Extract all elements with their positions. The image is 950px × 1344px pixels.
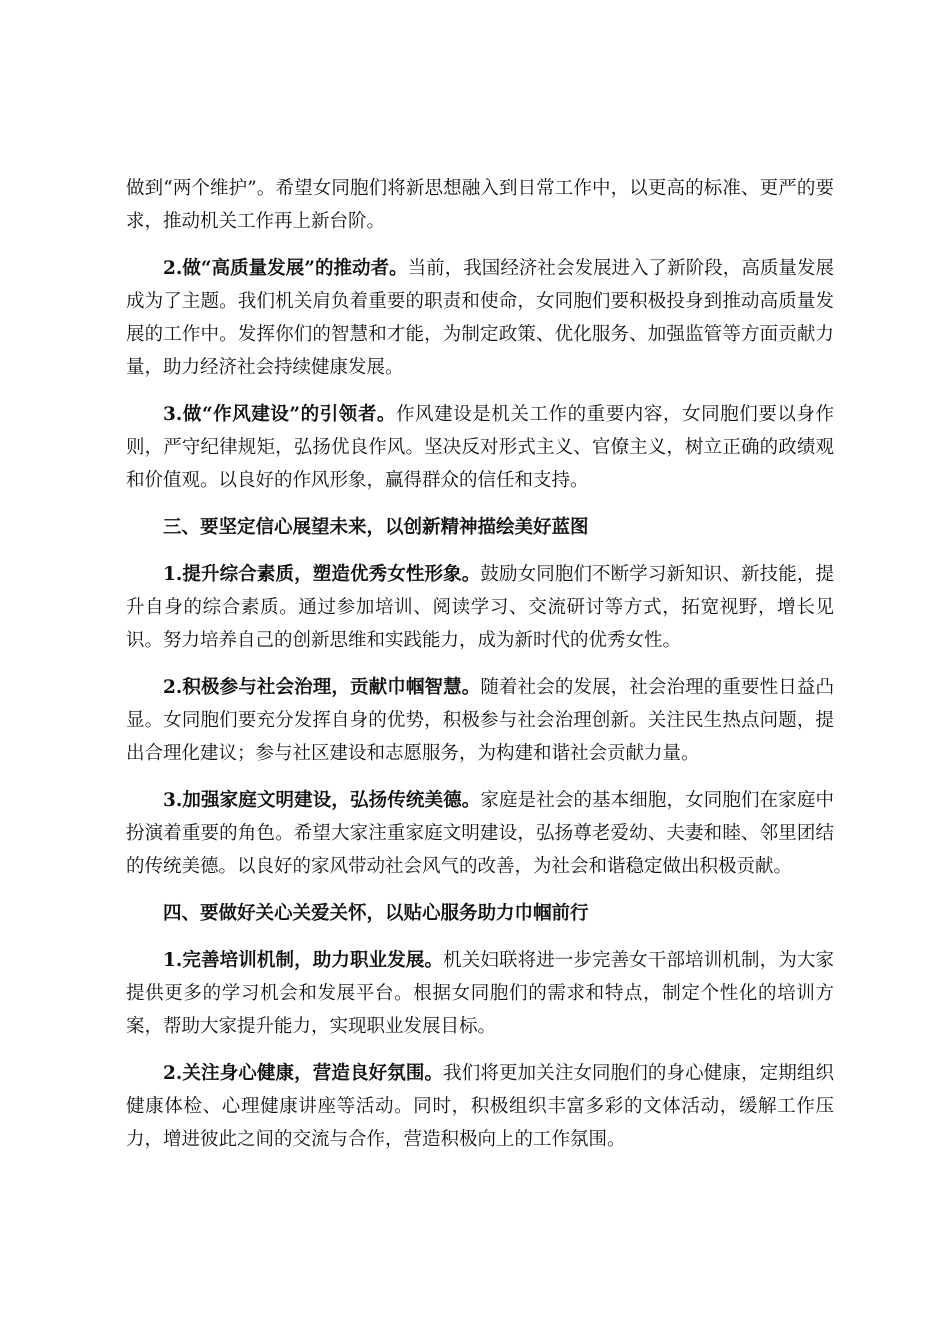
paragraph-social-governance bbox=[126, 671, 834, 770]
document-page bbox=[126, 172, 834, 1170]
paragraph-text: 机关妇联将进一步完善女干部培训机制，为大家提供更多的学习机会和发展平台。根据女同胞们的需求和特点，制定个性化的培训方案，帮助大家提升能力，实现职业发展目标。 bbox=[126, 950, 834, 1037]
paragraph-text: 家庭是社会的基本细胞，女同胞们在家庭中扮演着重要的角色。希望大家注重家庭文明建设，弘扬尊老爱幼、夫妻和睦、邻里团结的传统美德。以良好的家风带动社会风气的改善，为社会和谐稳定做出积极贡献。 bbox=[126, 790, 834, 877]
paragraph-lead: 2.做“高质量发展”的推动者。 bbox=[163, 258, 408, 279]
paragraph-text: 当前，我国经济社会发展进入了新阶段，高质量发展成为了主题。我们机关肩负着重要的职责和使命，女同胞们要积极投身到推动高质量发展的工作中。发挥你们的智慧和才能，为制定政策、优化服务、加强监管等方面贡献力量，助力经济社会持续健康发展。 bbox=[126, 258, 834, 378]
paragraph-text: 随着社会的发展，社会治理的重要性日益凸显。女同胞们要充分发挥自身的优势，积极参与社会治理创新。关注民生热点问题，提出合理化建议；参与社区建设和志愿服务，为构建和谐社会贡献力量。 bbox=[126, 677, 834, 764]
paragraph-lead: 2.关注身心健康，营造良好氛围。 bbox=[163, 1063, 444, 1084]
section-heading-four bbox=[126, 897, 834, 930]
paragraph-lead: 1.完善培训机制，助力职业发展。 bbox=[163, 950, 444, 971]
paragraph-continuation bbox=[126, 172, 834, 238]
paragraph-quality-improvement bbox=[126, 558, 834, 657]
paragraph-lead: 1.提升综合素质，塑造优秀女性形象。 bbox=[163, 564, 481, 585]
paragraph-high-quality-development bbox=[126, 252, 834, 384]
section-heading-text: 三、要坚定信心展望未来，以创新精神描绘美好蓝图 bbox=[163, 517, 589, 538]
paragraph-lead: 2.积极参与社会治理，贡献巾帼智慧。 bbox=[163, 677, 481, 698]
paragraph-lead: 3.加强家庭文明建设，弘扬传统美德。 bbox=[163, 790, 481, 811]
paragraph-work-style bbox=[126, 398, 834, 497]
paragraph-text: 做到“两个维护”。希望女同胞们将新思想融入到日常工作中，以更高的标准、更严的要求，推动机关工作再上新台阶。 bbox=[126, 178, 834, 232]
paragraph-health bbox=[126, 1057, 834, 1156]
section-heading-three bbox=[126, 511, 834, 544]
paragraph-training-mechanism bbox=[126, 944, 834, 1043]
paragraph-text: 我们将更加关注女同胞们的身心健康，定期组织健康体检、心理健康讲座等活动。同时，积极组织丰富多彩的文体活动，缓解工作压力，增进彼此之间的交流与合作，营造积极向上的工作氛围。 bbox=[126, 1063, 834, 1150]
paragraph-lead: 3.做“作风建设”的引领者。 bbox=[163, 404, 396, 425]
paragraph-text: 作风建设是机关工作的重要内容，女同胞们要以身作则，严守纪律规矩，弘扬优良作风。坚决反对形式主义、官僚主义，树立正确的政绩观和价值观。以良好的作风形象，赢得群众的信任和支持。 bbox=[126, 404, 834, 491]
section-heading-text: 四、要做好关心关爱关怀，以贴心服务助力巾帼前行 bbox=[163, 903, 589, 924]
paragraph-text: 鼓励女同胞们不断学习新知识、新技能，提升自身的综合素质。通过参加培训、阅读学习、交流研讨等方式，拓宽视野，增长见识。努力培养自己的创新思维和实践能力，成为新时代的优秀女性。 bbox=[126, 564, 834, 651]
paragraph-family-civilization bbox=[126, 784, 834, 883]
